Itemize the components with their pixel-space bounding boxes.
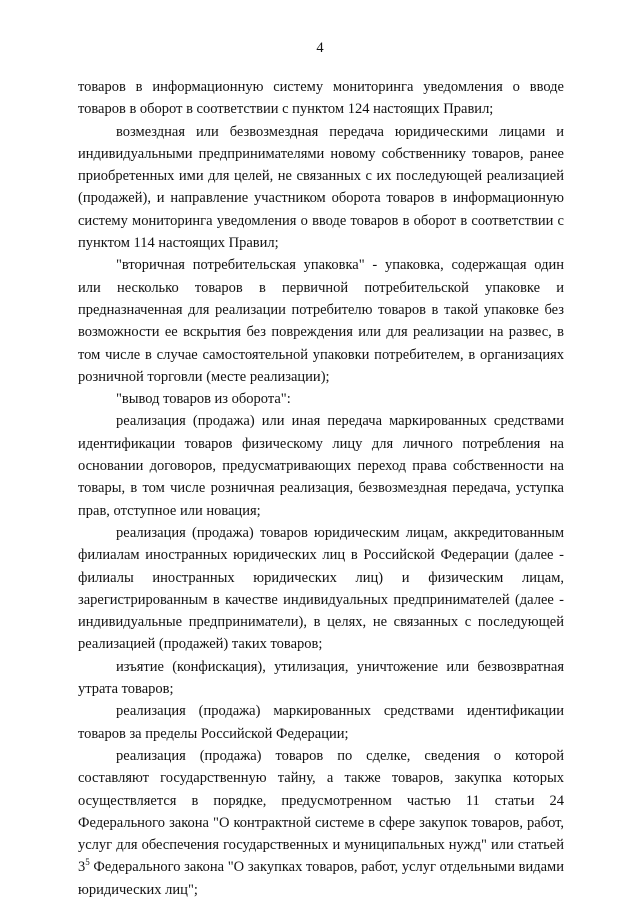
- paragraph-5: реализация (продажа) или иная передача маркированных средствами идентификации товаров физическому лицу для личного потребления на основании договоров, предусматривающих переход права собственности на товары, в том числе розничная реализация, безвозмездная передача, уступка прав, отступное или новация;: [78, 413, 564, 519]
- paragraph-2: возмездная или безвозмездная передача юридическими лицами и индивидуальными предпринимателями новому собственнику товаров, ранее приобретенных ими для целей, не связанных с их последующей реализацией (продажей), и направление участником оборота товаров в информационную систему мониторинга уведомления о вводе товаров в оборот в соответствии с пунктом 114 настоящих Правил;: [78, 123, 564, 252]
- document-body: [78, 76, 564, 901]
- paragraph-3: "вторичная потребительская упаковка" - упаковка, содержащая один или несколько товаров в первичной потребительской упаковке и предназначенная для реализации потребителю товаров в такой упаковке без возможности ее вскрытия без повреждения или для реализации на развес, в том числе в случае самостоятельной упаковки потребителем, в организациях розничной торговли (месте реализации);: [78, 257, 564, 385]
- paragraph-7: изъятие (конфискация), утилизация, уничтожение или безвозвратная утрата товаров;: [78, 658, 564, 698]
- paragraph-6: реализация (продажа) товаров юридическим лицам, аккредитованным филиалам иностранных юридических лиц в Российской Федерации (далее - филиалы иностранных юридических лиц) и физическим лицам, зарегистрированным в качестве индивидуальных предпринимателей (далее - индивидуальные предприниматели), в целях, не связанных с последующей реализацией (продажей) таких товаров;: [78, 524, 564, 653]
- paragraph-1: товаров в информационную систему мониторинга уведомления о вводе товаров в оборот в соответствии с пунктом 124 настоящих Правил;: [78, 79, 564, 118]
- superscript-5: 5: [85, 857, 90, 868]
- page-number: 4: [316, 40, 324, 56]
- paragraph-8: реализация (продажа) маркированных средствами идентификации товаров за пределы Российской Федерации;: [78, 703, 564, 742]
- paragraph-9-text-a: реализация (продажа) товаров по сделке, сведения о которой составляют государственную тайну, а также товаров, закупка которых осуществляется в порядке, предусмотренном частью 11 статьи 24 Федерального закона "О контрактной системе в сфере закупок товаров, работ, услуг для обеспечения государственных и муниципальных нужд" или статьей 3: [78, 747, 564, 876]
- paragraph-9-text-b: Федерального закона "О закупках товаров, работ, услуг отдельными видами юридических лиц";: [78, 859, 564, 898]
- paragraph-4: "вывод товаров из оборота":: [116, 391, 291, 408]
- paragraph-9: [78, 745, 564, 901]
